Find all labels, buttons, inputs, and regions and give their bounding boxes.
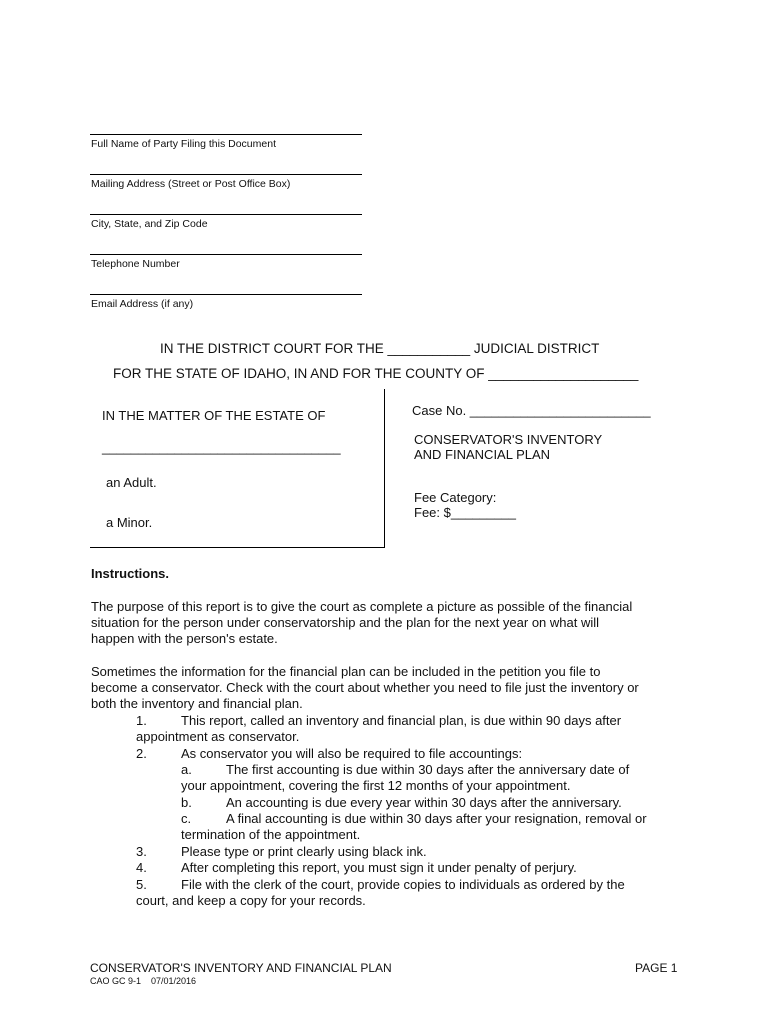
- full-name-label: Full Name of Party Filing this Document: [91, 138, 276, 150]
- list-item-text: As conservator you will also be required to file accountings:: [181, 746, 523, 761]
- list-item-number: 2.: [136, 746, 147, 761]
- financial-plan-paragraph-line-2: become a conservator. Check with the court about whether you need to file just the inventory or: [91, 680, 639, 695]
- list-item-continuation: court, and keep a copy for your records.: [136, 893, 366, 908]
- minor-option: a Minor.: [106, 515, 153, 530]
- purpose-paragraph-line-3: happen with the person's estate.: [91, 631, 278, 646]
- list-item-number: 4.: [136, 860, 147, 875]
- document-title-line-2: AND FINANCIAL PLAN: [414, 447, 551, 462]
- list-item-number: 1.: [136, 713, 147, 728]
- sub-list-item: [181, 811, 647, 826]
- court-heading-line-2: FOR THE STATE OF IDAHO, IN AND FOR THE COUNTY OF ____________________: [113, 366, 639, 381]
- footer-title: CONSERVATOR'S INVENTORY AND FINANCIAL PLAN: [90, 961, 392, 975]
- court-heading-line-1: IN THE DISTRICT COURT FOR THE ___________ JUDICIAL DISTRICT: [160, 341, 600, 356]
- caption-divider: [384, 389, 385, 548]
- estate-matter-text: IN THE MATTER OF THE ESTATE OF: [102, 408, 326, 423]
- estate-name-blank: _________________________________: [102, 440, 341, 455]
- form-id: CAO GC 9-1 07/01/2016: [90, 976, 197, 986]
- list-item: [136, 844, 427, 859]
- list-item-text: Please type or print clearly using black ink.: [181, 844, 427, 859]
- fee-category: Fee Category:: [414, 490, 497, 505]
- sub-list-item-continuation: termination of the appointment.: [181, 827, 361, 842]
- mailing-address-line: [90, 174, 362, 175]
- list-item-text: After completing this report, you must sign it under penalty of perjury.: [181, 860, 577, 875]
- full-name-line: [90, 134, 362, 135]
- fee-amount: Fee: $_________: [414, 505, 516, 520]
- financial-plan-paragraph-line-1: Sometimes the information for the financial plan can be included in the petition you file to: [91, 664, 601, 679]
- sub-list-item-letter: c.: [181, 811, 192, 826]
- email-line: [90, 294, 362, 295]
- list-item: [136, 860, 577, 875]
- list-item: [136, 877, 625, 892]
- city-state-zip-line: [90, 214, 362, 215]
- city-state-zip-label: City, State, and Zip Code: [91, 218, 208, 230]
- caption-bottom-rule: [90, 547, 385, 548]
- case-number: Case No. _________________________: [412, 403, 651, 418]
- list-item-text: This report, called an inventory and financial plan, is due within 90 days after: [181, 713, 622, 728]
- sub-list-item-text: The first accounting is due within 30 days after the anniversary date of: [226, 762, 630, 777]
- sub-list-item-continuation: your appointment, covering the first 12 months of your appointment.: [181, 778, 571, 793]
- telephone-label: Telephone Number: [91, 258, 180, 270]
- telephone-line: [90, 254, 362, 255]
- purpose-paragraph-line-1: The purpose of this report is to give the court as complete a picture as possible of the financial: [91, 599, 633, 614]
- list-item-continuation: appointment as conservator.: [136, 729, 300, 744]
- sub-list-item-text: An accounting is due every year within 30 days after the anniversary.: [226, 795, 622, 810]
- list-item: [136, 746, 522, 761]
- financial-plan-paragraph-line-3: both the inventory and financial plan.: [91, 696, 303, 711]
- email-label: Email Address (if any): [91, 298, 194, 310]
- sub-list-item-letter: b.: [181, 795, 192, 810]
- page-number: PAGE 1: [635, 961, 678, 975]
- sub-list-item-letter: a.: [181, 762, 192, 777]
- document-title-line-1: CONSERVATOR'S INVENTORY: [414, 432, 603, 447]
- list-item-text: File with the clerk of the court, provide copies to individuals as ordered by the: [181, 877, 625, 892]
- adult-option: an Adult.: [106, 475, 157, 490]
- sub-list-item-text: A final accounting is due within 30 days after your resignation, removal or: [226, 811, 647, 826]
- list-item-number: 5.: [136, 877, 147, 892]
- purpose-paragraph-line-2: situation for the person under conservatorship and the plan for the next year on what will: [91, 615, 600, 630]
- mailing-address-label: Mailing Address (Street or Post Office Box): [91, 178, 291, 190]
- list-item-number: 3.: [136, 844, 147, 859]
- list-item: [136, 713, 621, 728]
- sub-list-item: [181, 795, 622, 810]
- sub-list-item: [181, 762, 629, 777]
- instructions-heading: Instructions.: [91, 566, 170, 581]
